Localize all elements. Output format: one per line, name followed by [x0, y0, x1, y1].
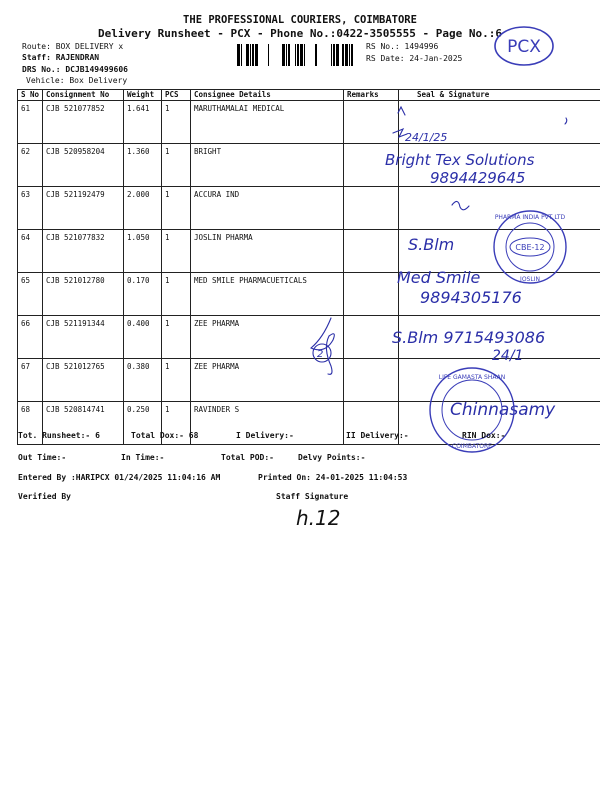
route-value: BOX DELIVERY x — [55, 42, 124, 51]
signature-65-line1: Med Smile — [397, 268, 481, 287]
i-delivery: I Delivery:- — [236, 431, 294, 440]
route-label: Route: — [22, 42, 51, 51]
col-consignee: Consignee Details — [191, 90, 344, 101]
staff-value: RAJENDRAN — [55, 53, 100, 62]
cell-pcs: 1 — [162, 359, 191, 402]
tot-runsheet: Tot. Runsheet:- 6 — [18, 431, 100, 440]
joslin-stamp-top: PHARMA INDIA PVT LTD — [494, 214, 566, 221]
cell-weight: 0.380 — [124, 359, 162, 402]
cell-sno: 62 — [18, 144, 43, 187]
cell-consignee: BRIGHT — [191, 144, 344, 187]
cell-consignment: CJB 521191344 — [43, 316, 124, 359]
cell-sno: 66 — [18, 316, 43, 359]
cell-sno: 67 — [18, 359, 43, 402]
cell-weight: 0.170 — [124, 273, 162, 316]
cell-pcs: 1 — [162, 101, 191, 144]
cell-consignee: MARUTHAMALAI MEDICAL — [191, 101, 344, 144]
cell-consignment: CJB 520958204 — [43, 144, 124, 187]
cell-sno: 64 — [18, 230, 43, 273]
cell-consignment: CJB 521077852 — [43, 101, 124, 144]
signature-66: S.Blm 9715493086 — [392, 328, 546, 347]
rs-no-label: RS No.: — [366, 42, 400, 51]
cell-consignee: ACCURA IND — [191, 187, 344, 230]
joslin-stamp-center: CBE-12 — [515, 243, 545, 252]
cell-consignment: CJB 521012780 — [43, 273, 124, 316]
rs-no-value: 1494996 — [404, 42, 439, 51]
signature-65-line2: 9894305176 — [420, 288, 522, 307]
col-pcs: PCS — [162, 90, 191, 101]
vehicle-label: Vehicle: — [26, 76, 65, 85]
total-dox: Total Dox:- 68 — [131, 431, 199, 440]
cell-consignee: ZEE PHARMA — [191, 316, 344, 359]
signature-66-loop — [311, 318, 334, 374]
total-pod: Total POD:- — [221, 453, 274, 462]
signature-61-date: 24/1/25 — [405, 131, 448, 144]
cell-consignment: CJB 521192479 — [43, 187, 124, 230]
cell-consignment: CJB 521012765 — [43, 359, 124, 402]
signature-64: S.Blm — [408, 235, 455, 254]
cell-pcs: 1 — [162, 316, 191, 359]
cell-pcs: 1 — [162, 230, 191, 273]
company-title: THE PROFESSIONAL COURIERS, COIMBATORE — [183, 14, 417, 26]
drs-label: DRS No.: — [22, 65, 61, 74]
signature-62-line2: 9894429645 — [430, 169, 526, 187]
col-seal-signature: Seal & Signature — [399, 90, 600, 101]
col-weight: Weight — [124, 90, 162, 101]
col-consignment: Consignment No — [43, 90, 124, 101]
signature-67-circle-number: 2 — [317, 349, 324, 360]
rs-date-label: RS Date: — [366, 54, 405, 63]
cell-pcs: 1 — [162, 144, 191, 187]
cell-weight: 2.000 — [124, 187, 162, 230]
in-time: In Time:- — [121, 453, 165, 462]
staff-signature-scribble: h.12 — [296, 506, 341, 530]
staff-signature-label: Staff Signature — [276, 492, 349, 501]
rs-date-value: 24-Jan-2025 — [409, 54, 463, 63]
cell-pcs: 1 — [162, 402, 191, 445]
cell-pcs: 1 — [162, 273, 191, 316]
ii-delivery: II Delivery:- — [346, 431, 409, 440]
cell-sno: 65 — [18, 273, 43, 316]
joslin-stamp-bottom: JOSLIN — [520, 276, 540, 283]
cell-consignment: CJB 520814741 — [43, 402, 124, 445]
cell-sno: 61 — [18, 101, 43, 144]
out-time: Out Time:- — [18, 453, 67, 462]
verified-by: Verified By — [18, 492, 71, 501]
printed-on: Printed On: 24-01-2025 11:04:53 — [258, 473, 408, 482]
col-sno: S No — [18, 90, 43, 101]
cell-sno: 68 — [18, 402, 43, 445]
signature-61-mark — [565, 118, 567, 124]
cell-weight: 1.641 — [124, 101, 162, 144]
signature-67-date: 24/1 — [492, 348, 524, 364]
gamasta-stamp-bottom: COIMBATORE — [452, 443, 492, 450]
signature-64-scribble — [452, 201, 469, 209]
col-remarks: Remarks — [344, 90, 399, 101]
cell-weight: 1.360 — [124, 144, 162, 187]
cell-consignee: ZEE PHARMA — [191, 359, 344, 402]
pcx-stamp-text: PCX — [507, 37, 541, 57]
joslin-stamp — [494, 211, 566, 283]
cell-weight: 0.400 — [124, 316, 162, 359]
staff-label: Staff: — [22, 53, 51, 62]
signature-62-line1: Bright Tex Solutions — [385, 151, 535, 169]
cell-consignee: JOSLIN PHARMA — [191, 230, 344, 273]
runsheet-subtitle: Delivery Runsheet - PCX - Phone No.:0422-3505555 - Page No.:6 — [98, 27, 502, 40]
signature-68: Chinnasamy — [450, 400, 556, 420]
cell-weight: 0.250 — [124, 402, 162, 445]
delvy-points: Delvy Points:- — [298, 453, 366, 462]
vehicle-value: Box Delivery — [69, 76, 128, 85]
cell-consignment: CJB 521077832 — [43, 230, 124, 273]
entered-by: Entered By :HARIPCX 01/24/2025 11:04:16 AM — [18, 473, 221, 482]
cell-weight: 1.050 — [124, 230, 162, 273]
drs-value: DCJB149499606 — [65, 65, 128, 74]
gamasta-stamp-top: LIFE GAMASTA SHAAN — [438, 374, 506, 381]
cell-consignee: RAVINDER S — [191, 402, 344, 445]
cell-pcs: 1 — [162, 187, 191, 230]
cell-sno: 63 — [18, 187, 43, 230]
rin-dox: RIN Dox:- — [462, 431, 506, 440]
cell-consignee: MED SMILE PHARMACUETICALS — [191, 273, 344, 316]
